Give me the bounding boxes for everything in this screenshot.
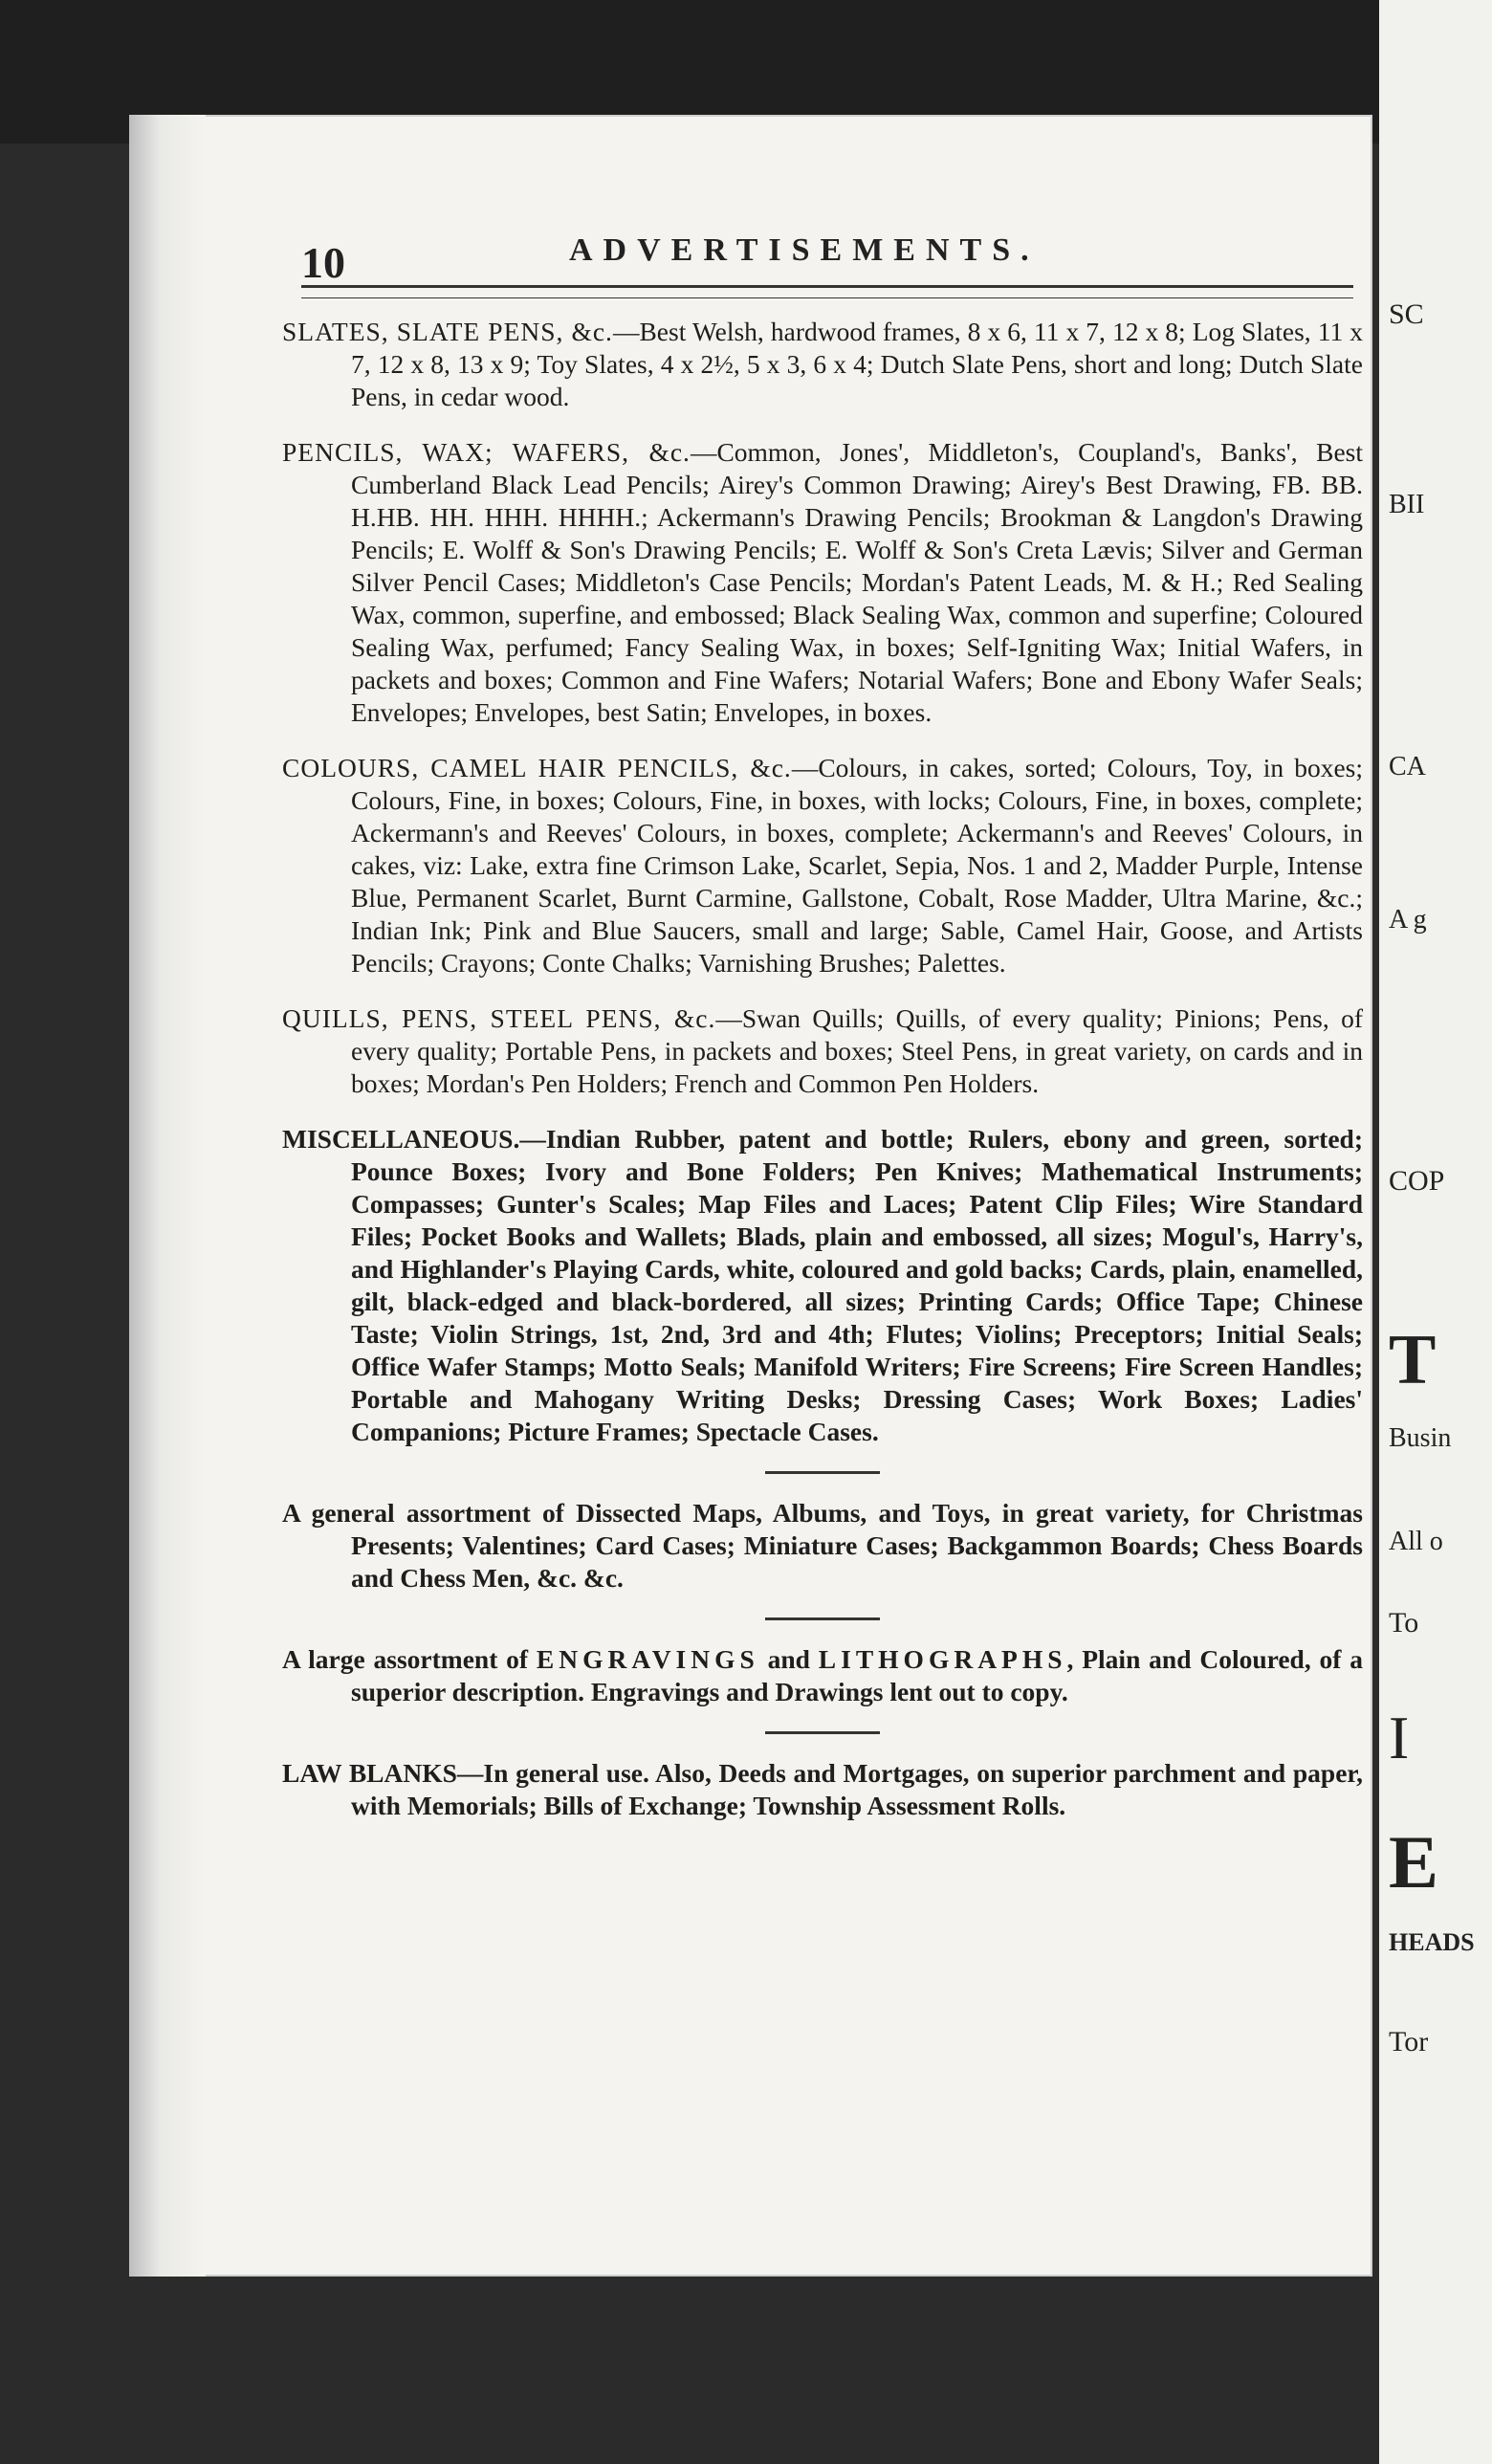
- notice-text: A general assortment of Dissected Maps, Albums, and Toys, in great variety, for Christmas Presents; Valentines; Card Cases; Miniature Cases; Backgammon Boards; Chess Boards and Chess Men, &c. &c.: [282, 1498, 1363, 1593]
- page-number: 10: [301, 238, 345, 287]
- page-header: [301, 218, 1353, 285]
- entry-heading: SLATES, SLATE PENS, &c.: [282, 317, 613, 346]
- notice-assortment: [282, 1497, 1363, 1595]
- entry-text: —Indian Rubber, patent and bottle; Rulers, ebony and green, sorted; Pounce Boxes; Ivory and Bone Folders; Pen Knives; Mathematical Instruments; Compasses; Gunter's Scales; Map Files and Laces; Patent Clip Files; Wire Standard Files; Pocket Books and Wallets; Blads, plain and embossed, all sizes; Mogul's, Harry's, and Highlander's Playing Cards, white, coloured and gold backs; Cards, plain, enamelled, gilt, black-edged and black-bordered, all sizes; Printing Cards; Office Tape; Chinese Taste; Violin Strings, 1st, 2nd, 3rd and 4th; Flutes; Violins; Preceptors; Initial Seals; Office Wafer Stamps; Motto Seals; Manifold Writers; Fire Screens; Fire Screen Handles; Portable and Mahogany Writing Desks; Dressing Cases; Work Boxes; Ladies' Companions; Picture Frames; Spectacle Cases.: [351, 1124, 1363, 1446]
- facing-fragment: I: [1389, 1704, 1410, 1771]
- facing-fragment: HEADS: [1389, 1928, 1475, 1956]
- facing-fragment: Busin: [1389, 1423, 1452, 1453]
- notice-text: and: [758, 1644, 819, 1674]
- page-edge: [129, 115, 206, 2277]
- notice-text: LAW BLANKS—In general use. Also, Deeds and Mortgages, on superior parchment and paper, with Memorials; Bills of Exchange; Township Assessment Rolls.: [282, 1758, 1363, 1820]
- facing-fragment: Tor: [1389, 2026, 1429, 2057]
- section-divider: [765, 1731, 880, 1734]
- entry-heading: MISCELLANEOUS.: [282, 1124, 520, 1154]
- notice-law-blanks: [282, 1757, 1363, 1822]
- header-rule: [301, 285, 1353, 298]
- section-divider: [765, 1617, 880, 1620]
- notice-engravings: [282, 1643, 1363, 1708]
- entry-pencils: [282, 436, 1363, 729]
- facing-fragment: BII: [1389, 490, 1425, 519]
- entry-heading: PENCILS, WAX; WAFERS, &c.: [282, 437, 691, 467]
- facing-fragment: T: [1389, 1321, 1437, 1399]
- entry-text: —Swan Quills; Quills, of every quality; Pinions; Pens, of every quality; Portable Pens, in packets and boxes; Steel Pens, in great variety, on cards and in boxes; Mordan's Pen Holders; French and Common Pen Holders.: [351, 1003, 1363, 1098]
- notice-text: A large assortment of: [282, 1644, 537, 1674]
- entry-quills: [282, 1002, 1363, 1100]
- entry-text: —Best Welsh, hardwood frames, 8 x 6, 11 x 7, 12 x 8; Log Slates, 11 x 7, 12 x 8, 13 x 9; Toy Slates, 4 x 2½, 5 x 3, 6 x 4; Dutch Slate Pens, short and long; Dutch Slate Pens, in cedar wood.: [351, 317, 1364, 411]
- facing-fragment: E: [1389, 1820, 1439, 1903]
- section-divider: [765, 1471, 880, 1474]
- entry-slates: [282, 316, 1363, 413]
- entry-text: —Colours, in cakes, sorted; Colours, Toy, in boxes; Colours, Fine, in boxes; Colours, Fine, in boxes, with locks; Colours, Fine, in boxes, complete; Ackermann's and Reeves' Colours, in boxes, complete; Ackermann's and Reeves' Colours, in cakes, viz: Lake, extra fine Crimson Lake, Scarlet, Sepia, Nos. 1 and 2, Madder Purple, Intense Blue, Permanent Scarlet, Burnt Carmine, Gallstone, Cobalt, Rose Madder, Ultra Marine, &c.; Indian Ink; Pink and Blue Saucers, small and large; Sable, Camel Hair, Goose, and Artists Pencils; Crayons; Conte Chalks; Varnishing Brushes; Palettes.: [351, 753, 1363, 978]
- facing-page: [1379, 0, 1492, 2464]
- running-head: ADVERTISEMENTS.: [569, 232, 1040, 268]
- facing-fragment: All o: [1389, 1527, 1443, 1556]
- facing-fragment: To: [1389, 1607, 1419, 1639]
- facing-fragment: A g: [1389, 905, 1427, 935]
- facing-fragment: CA: [1389, 752, 1426, 781]
- entry-heading: COLOURS, CAMEL HAIR PENCILS, &c.: [282, 753, 792, 782]
- notice-spaced-word: ENGRAVINGS: [536, 1644, 759, 1674]
- notice-text: , Plain and Coloured, of a superior description. Engravings and Drawings lent out to copy.: [351, 1644, 1364, 1706]
- entry-colours: [282, 752, 1363, 979]
- entry-heading: QUILLS, PENS, STEEL PENS, &c.: [282, 1003, 716, 1033]
- entry-text: —Common, Jones', Middleton's, Coupland's, Banks', Best Cumberland Black Lead Pencils; Airey's Common Drawing; Airey's Best Drawing, FB. BB. H.HB. HH. HHH. HHHH.; Ackermann's Drawing Pencils; Brookman & Langdon's Drawing Pencils; E. Wolff & Son's Drawing Pencils; E. Wolff & Son's Creta Lævis; Silver and German Silver Pencil Cases; Middleton's Case Pencils; Mordan's Patent Leads, M. & H.; Red Sealing Wax, common, superfine, and embossed; Black Sealing Wax, common and superfine; Coloured Sealing Wax, perfumed; Fancy Sealing Wax, in boxes; Self-Igniting Wax; Initial Wafers, in packets and boxes; Common and Fine Wafers; Notarial Wafers; Bone and Ebony Wafer Seals; Envelopes; Envelopes, best Satin; Envelopes, in boxes.: [351, 437, 1363, 727]
- entry-miscellaneous: [282, 1123, 1363, 1448]
- facing-fragment: SC: [1389, 298, 1424, 330]
- facing-fragment: COP: [1389, 1165, 1445, 1197]
- advertisement-body: [282, 316, 1363, 1845]
- notice-spaced-word: LITHOGRAPHS: [818, 1644, 1067, 1674]
